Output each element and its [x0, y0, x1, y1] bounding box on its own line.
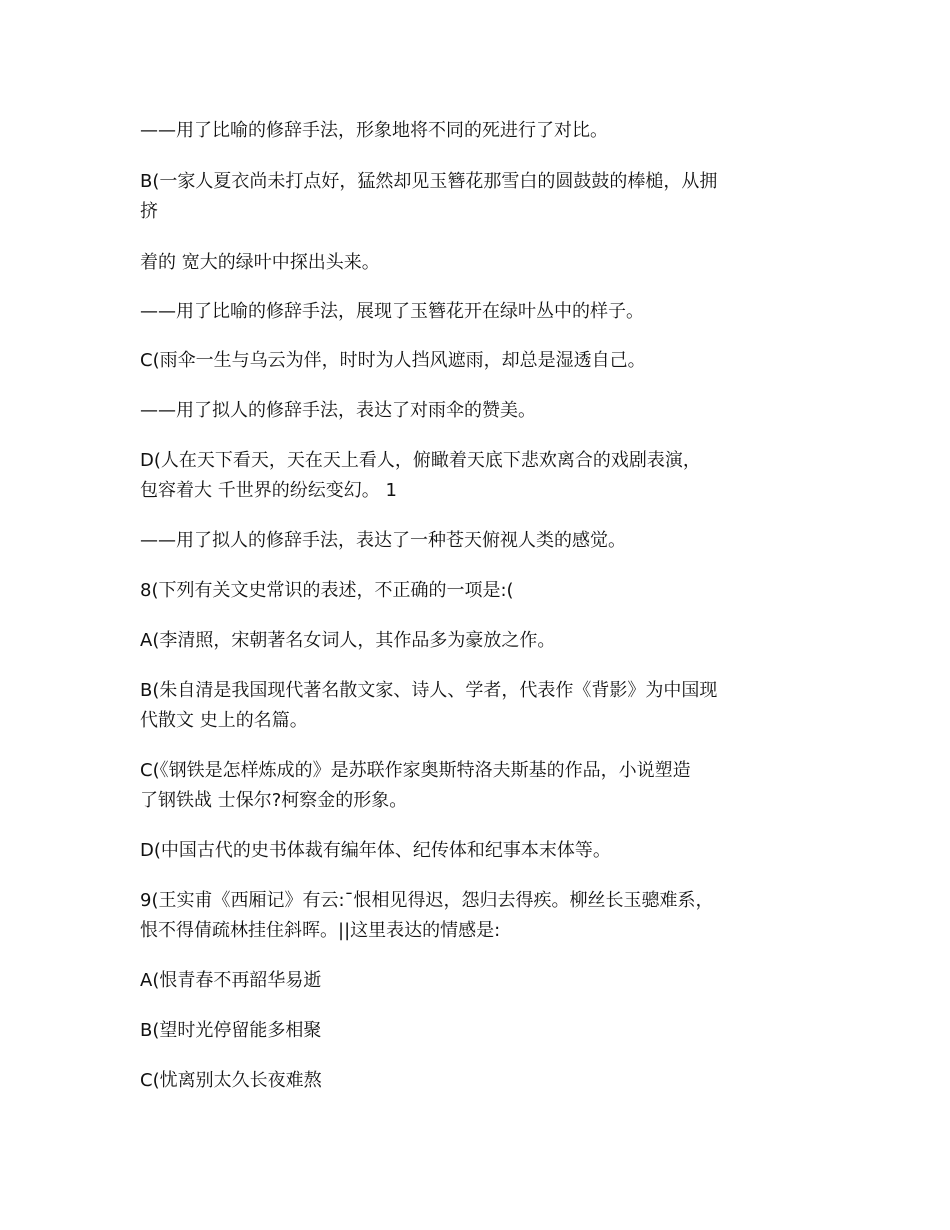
text-line: C(雨伞一生与乌云为伴，时时为人挡风遮雨，却总是湿透自己。: [140, 350, 646, 371]
text-line: 着的 宽大的绿叶中探出头来。: [140, 252, 380, 273]
text-line: 挤: [140, 201, 158, 222]
text-line: 8(下列有关文史常识的表述，不正确的一项是:(: [140, 580, 514, 601]
text-line: ——用了拟人的修辞手法，表达了对雨伞的赞美。: [140, 400, 536, 421]
text-line: C(忧离别太久长夜难熬: [140, 1070, 322, 1091]
text-line: 包容着大 千世界的纷纭变幻。 1: [140, 480, 397, 501]
text-line: ——用了拟人的修辞手法，表达了一种苍天俯视人类的感觉。: [140, 530, 626, 551]
text-line: 恨不得倩疏林挂住斜晖。||这里表达的情感是:: [140, 920, 501, 941]
text-line: A(李清照，宋朝著名女词人，其作品多为豪放之作。: [140, 630, 556, 651]
text-line: 了钢铁战 士保尔?柯察金的形象。: [140, 790, 408, 811]
text-line: A(恨青春不再韶华易逝: [140, 970, 322, 991]
text-line: ——用了比喻的修辞手法，形象地将不同的死进行了对比。: [140, 120, 608, 141]
text-line: 代散文 史上的名篇。: [140, 710, 308, 731]
text-line: C(《钢铁是怎样炼成的》是苏联作家奥斯特洛夫斯基的作品，小说塑造: [140, 760, 691, 781]
text-line: ——用了比喻的修辞手法，展现了玉簪花开在绿叶丛中的样子。: [140, 301, 644, 322]
text-line: D(中国古代的史书体裁有编年体、纪传体和纪事本末体等。: [140, 840, 611, 861]
text-line: D(人在天下看天，天在天上看人，俯瞰着天底下悲欢离合的戏剧表演，: [140, 450, 701, 471]
text-line: B(朱自清是我国现代著名散文家、诗人、学者，代表作《背影》为中国现: [140, 680, 718, 701]
text-line: B(望时光停留能多相聚: [140, 1020, 322, 1041]
text-line: B(一家人夏衣尚未打点好，猛然却见玉簪花那雪白的圆鼓鼓的棒槌，从拥: [140, 171, 718, 192]
text-line: 9(王实甫《西厢记》有云:¯恨相见得迟，怨归去得疾。柳丝长玉骢难系，: [140, 890, 714, 911]
